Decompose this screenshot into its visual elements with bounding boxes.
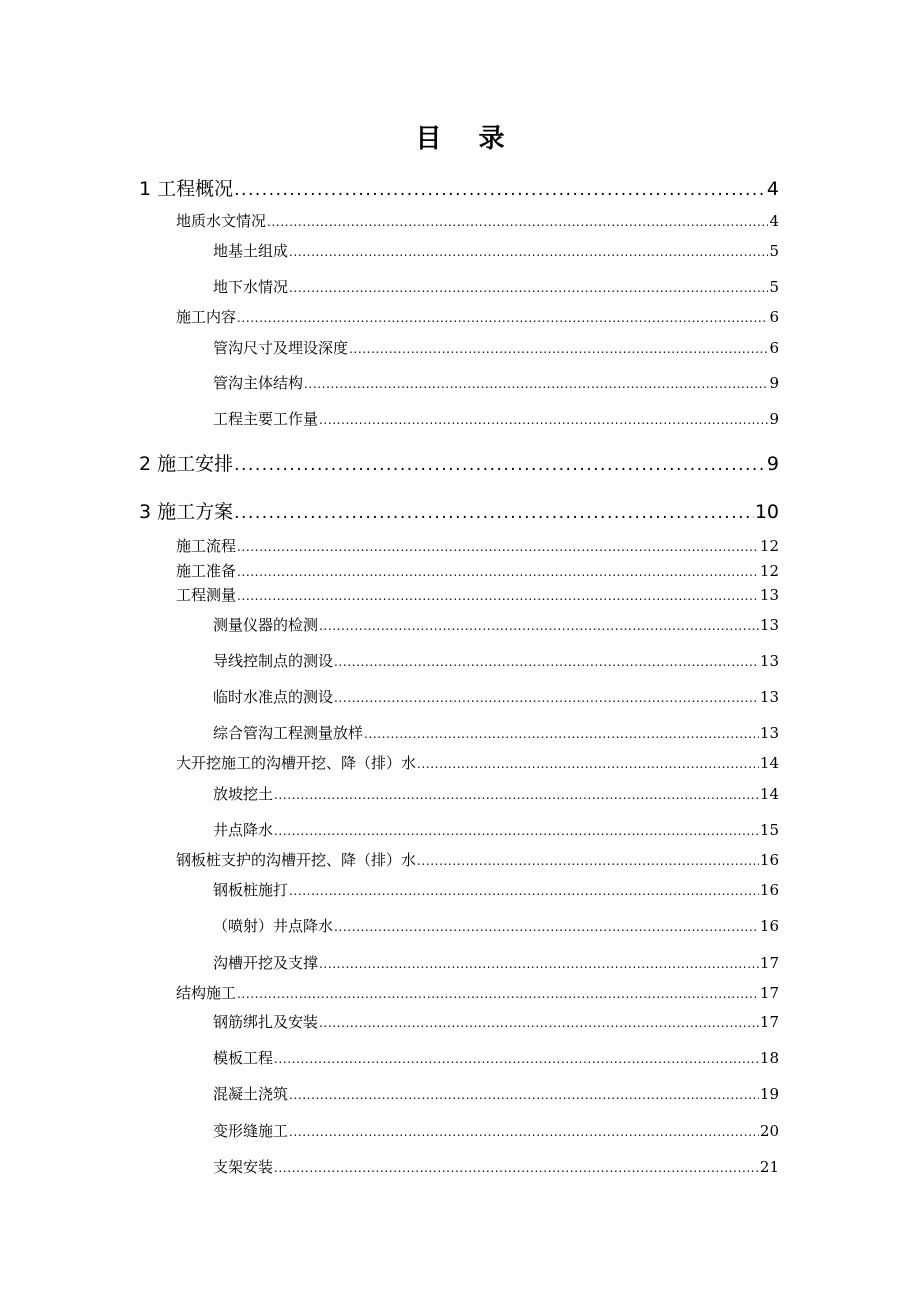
toc-entry-title: 施工流程 bbox=[176, 537, 237, 555]
toc-entry-title: 混凝土浇筑 bbox=[213, 1085, 289, 1103]
toc-page-number: 9 bbox=[769, 374, 779, 392]
toc-entry-title: 3 施工方案 bbox=[139, 501, 234, 523]
toc-page-number: 13 bbox=[759, 688, 779, 706]
toc-entry[interactable] bbox=[139, 174, 779, 201]
dot-leader bbox=[319, 413, 768, 427]
dot-leader bbox=[289, 281, 768, 295]
toc-entry[interactable] bbox=[213, 1047, 779, 1068]
toc-entry[interactable] bbox=[213, 879, 779, 900]
dot-leader bbox=[274, 824, 759, 838]
dot-leader bbox=[334, 691, 759, 705]
dot-leader bbox=[237, 311, 768, 325]
dot-leader bbox=[274, 788, 759, 802]
toc-entry-title: 大开挖施工的沟槽开挖、降（排）水 bbox=[176, 754, 417, 772]
dot-leader bbox=[289, 1088, 759, 1102]
dot-leader bbox=[364, 727, 759, 741]
toc-entry-title: 钢板桩施打 bbox=[213, 881, 289, 899]
dot-leader bbox=[237, 589, 759, 603]
toc-entry-title: 管沟尺寸及埋设深度 bbox=[213, 339, 349, 357]
toc-entry[interactable] bbox=[213, 722, 779, 743]
toc-entry[interactable] bbox=[213, 952, 779, 973]
toc-page-number: 16 bbox=[759, 881, 779, 899]
dot-leader bbox=[417, 757, 759, 771]
toc-page-number: 4 bbox=[769, 212, 779, 230]
toc-entry[interactable] bbox=[176, 982, 779, 1003]
toc-entry-title: 施工内容 bbox=[176, 308, 237, 326]
toc-entry-title: 钢筋绑扎及安装 bbox=[213, 1013, 319, 1031]
toc-entry[interactable] bbox=[213, 1120, 779, 1141]
toc-page-number: 6 bbox=[769, 339, 779, 357]
toc-page-number: 10 bbox=[754, 501, 779, 523]
toc-entry-title: 放坡挖土 bbox=[213, 785, 274, 803]
dot-leader bbox=[289, 1125, 759, 1139]
toc-entry-title: 导线控制点的测设 bbox=[213, 652, 334, 670]
dot-leader bbox=[289, 884, 759, 898]
toc-page-number: 9 bbox=[766, 453, 779, 475]
toc-entry-title: 地基土组成 bbox=[213, 242, 289, 260]
toc-entry[interactable] bbox=[213, 1156, 779, 1177]
toc-page-number: 9 bbox=[769, 410, 779, 428]
toc-entry-title: 2 施工安排 bbox=[139, 453, 234, 475]
dot-leader bbox=[234, 180, 766, 200]
toc-entry[interactable] bbox=[213, 240, 779, 261]
toc-entry[interactable] bbox=[176, 584, 779, 605]
dot-leader bbox=[319, 1016, 759, 1030]
dot-leader bbox=[417, 854, 759, 868]
toc-entry-title: 综合管沟工程测量放样 bbox=[213, 724, 364, 742]
toc-entry-title: 管沟主体结构 bbox=[213, 374, 304, 392]
toc-page-number: 13 bbox=[759, 724, 779, 742]
toc-page-number: 15 bbox=[759, 821, 779, 839]
dot-leader bbox=[237, 987, 759, 1001]
toc-entry[interactable] bbox=[213, 1083, 779, 1104]
toc-page-number: 13 bbox=[759, 586, 779, 604]
toc-page-number: 5 bbox=[769, 278, 779, 296]
toc-entry[interactable] bbox=[139, 449, 779, 476]
toc-page-number: 16 bbox=[759, 917, 779, 935]
toc-entry[interactable] bbox=[176, 210, 779, 231]
toc-page-number: 13 bbox=[759, 652, 779, 670]
toc-entry-title: 施工准备 bbox=[176, 562, 237, 580]
toc-entry-title: 支架安装 bbox=[213, 1158, 274, 1176]
toc-entry[interactable] bbox=[213, 915, 779, 936]
toc-page-number: 16 bbox=[759, 851, 779, 869]
toc-entry[interactable] bbox=[213, 372, 779, 393]
dot-leader bbox=[349, 342, 768, 356]
toc-entry[interactable] bbox=[176, 535, 779, 556]
dot-leader bbox=[267, 215, 768, 229]
toc-page-number: 6 bbox=[769, 308, 779, 326]
toc-entry[interactable] bbox=[213, 1011, 779, 1032]
dot-leader bbox=[334, 655, 759, 669]
dot-leader bbox=[274, 1161, 759, 1175]
toc-entry-title: （喷射）井点降水 bbox=[213, 917, 334, 935]
dot-leader bbox=[319, 619, 759, 633]
toc-entry-title: 测量仪器的检测 bbox=[213, 616, 319, 634]
dot-leader bbox=[234, 503, 754, 523]
toc-page-number: 12 bbox=[759, 537, 779, 555]
toc-page-number: 4 bbox=[766, 178, 779, 200]
toc-entry-title: 结构施工 bbox=[176, 984, 237, 1002]
toc-entry-title: 地下水情况 bbox=[213, 278, 289, 296]
toc-page-number: 18 bbox=[759, 1049, 779, 1067]
toc-entry-title: 沟槽开挖及支撑 bbox=[213, 954, 319, 972]
toc-entry-title: 工程测量 bbox=[176, 586, 237, 604]
toc-page-number: 14 bbox=[759, 785, 779, 803]
toc-entry[interactable] bbox=[213, 337, 779, 358]
toc-entry[interactable] bbox=[176, 306, 779, 327]
toc-page-number: 17 bbox=[759, 1013, 779, 1031]
toc-entry[interactable] bbox=[176, 560, 779, 581]
dot-leader bbox=[237, 565, 759, 579]
toc-entry[interactable] bbox=[176, 752, 779, 773]
dot-leader bbox=[237, 540, 759, 554]
toc-entry-title: 模板工程 bbox=[213, 1049, 274, 1067]
toc-page-number: 12 bbox=[759, 562, 779, 580]
toc-entry-title: 1 工程概况 bbox=[139, 178, 234, 200]
toc-page-number: 19 bbox=[759, 1085, 779, 1103]
toc-entry[interactable] bbox=[213, 783, 779, 804]
toc-title: 目 录 bbox=[415, 124, 519, 154]
toc-entry-title: 临时水准点的测设 bbox=[213, 688, 334, 706]
toc-entry[interactable] bbox=[213, 686, 779, 707]
toc-page-number: 17 bbox=[759, 954, 779, 972]
toc-entry-title: 工程主要工作量 bbox=[213, 410, 319, 428]
toc-page-number: 5 bbox=[769, 242, 779, 260]
dot-leader bbox=[234, 455, 766, 475]
toc-page-number: 21 bbox=[759, 1158, 779, 1176]
toc-page-number: 20 bbox=[759, 1122, 779, 1140]
dot-leader bbox=[289, 245, 768, 259]
toc-entry-title: 地质水文情况 bbox=[176, 212, 267, 230]
toc-entry-title: 钢板桩支护的沟槽开挖、降（排）水 bbox=[176, 851, 417, 869]
toc-entry[interactable] bbox=[176, 849, 779, 870]
toc-entry[interactable] bbox=[213, 650, 779, 671]
toc-page-number: 17 bbox=[759, 984, 779, 1002]
toc-entry[interactable] bbox=[139, 497, 779, 524]
toc-entry-title: 变形缝施工 bbox=[213, 1122, 289, 1140]
toc-entry[interactable] bbox=[213, 408, 779, 429]
toc-page-number: 13 bbox=[759, 616, 779, 634]
dot-leader bbox=[319, 957, 759, 971]
toc-entry[interactable] bbox=[213, 276, 779, 297]
toc-entry[interactable] bbox=[213, 614, 779, 635]
dot-leader bbox=[304, 377, 768, 391]
toc-entry[interactable] bbox=[213, 819, 779, 840]
dot-leader bbox=[274, 1052, 759, 1066]
dot-leader bbox=[334, 920, 759, 934]
toc-page-number: 14 bbox=[759, 754, 779, 772]
toc-entry-title: 井点降水 bbox=[213, 821, 274, 839]
